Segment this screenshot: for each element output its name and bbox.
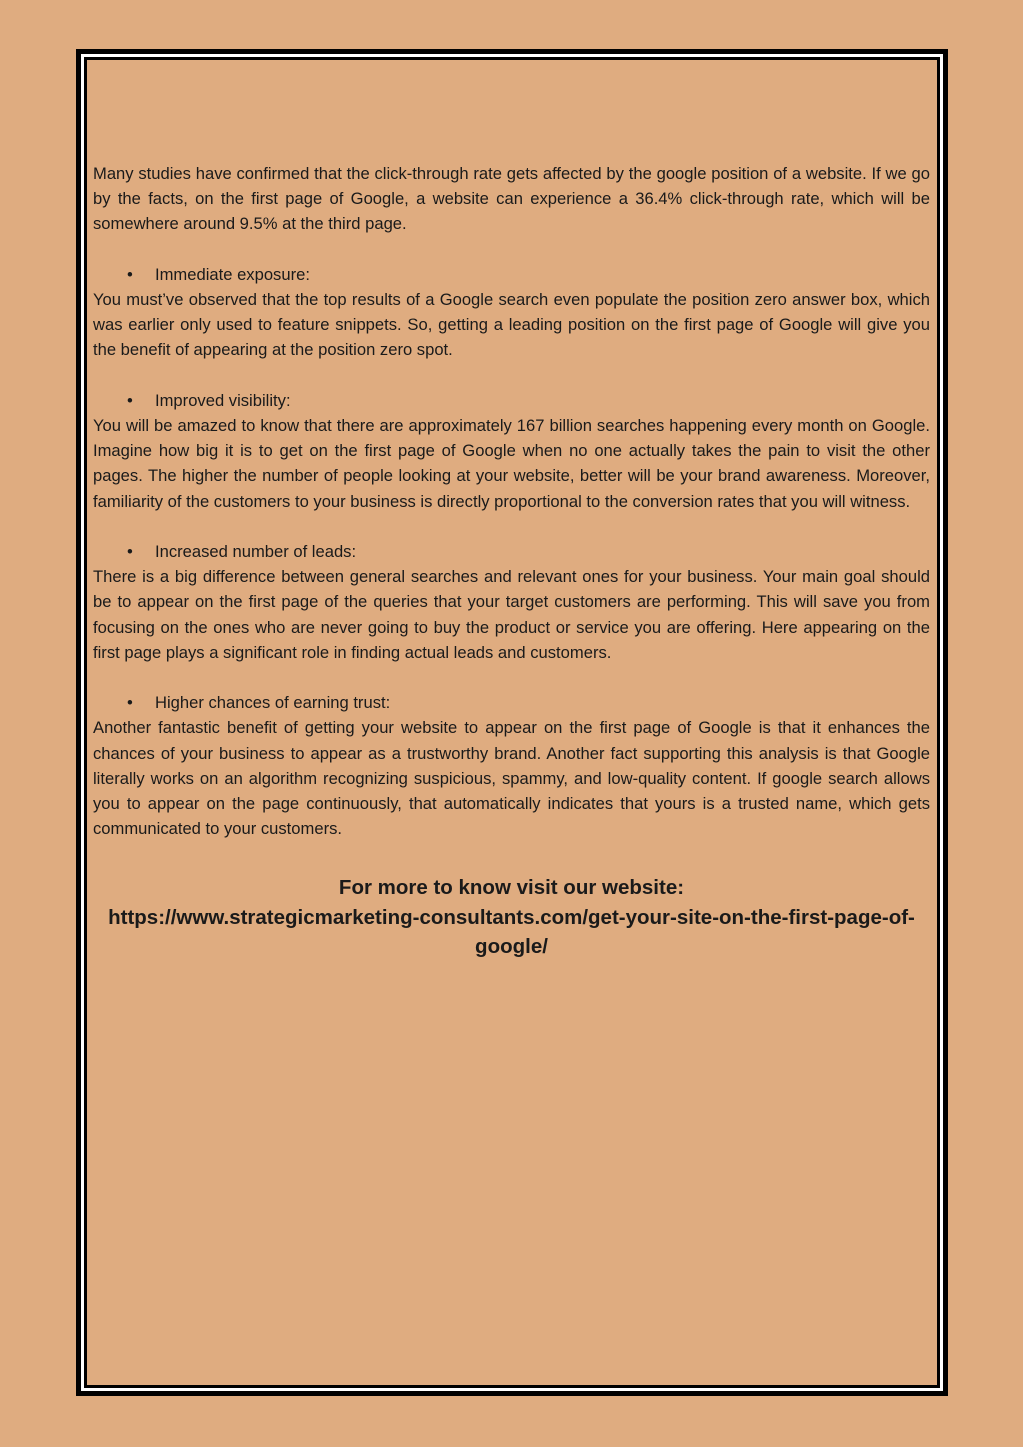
section-body-improved-visibility: You will be amazed to know that there are approximately 167 billion searches happening every month on Google. Imagine how big it is to get on the first page of Google when no one actually takes the pain to visit the other pages. The higher the number of people looking at your website, better will be your brand awareness. Moreover, familiarity of the customers to your business is directly proportional to the conversion rates that you will witness. <box>93 415 930 511</box>
section-heading-increased-leads <box>93 539 930 564</box>
cta-heading: For more to know visit our website: <box>338 876 685 900</box>
section-heading-text: Higher chances of earning trust: <box>155 693 391 713</box>
bullet-icon: • <box>127 541 133 561</box>
section-body-earning-trust: Another fantastic benefit of getting your website to appear on the first page of Google is that it enhances the chances of your business to appear as a trustworthy brand. Another fact supporting this analysis is that Google literally works on an algorithm recognizing suspicious, spammy, and low-quality content. If google search allows you to appear on the page continuously, that automatically indicates that yours is a trusted name, which gets communicated to your customers. <box>93 718 930 839</box>
section-heading-text: Increased number of leads: <box>155 541 357 561</box>
section-body-increased-leads: There is a big difference between general searches and relevant ones for your business. Your main goal should be to appear on the first page of the queries that your target customers are performing. This will save you from focusing on the ones who are never going to buy the product or service you are offering. Here appearing on the first page plays a significant role in finding actual leads and customers. <box>93 567 930 662</box>
bullet-icon: • <box>127 264 133 284</box>
section-heading-improved-visibility <box>93 388 930 413</box>
bullet-icon: • <box>127 693 133 713</box>
section-heading-text: Immediate exposure: <box>155 264 310 284</box>
intro-paragraph: Many studies have confirmed that the click-through rate gets affected by the google position of a website. If we go by the facts, on the first page of Google, a website can experience a 36.4% click-through rate, which will be somewhere around 9.5% at the third page. <box>93 164 930 234</box>
call-to-action <box>93 873 930 962</box>
section-body-immediate-exposure: You must’ve observed that the top results of a Google search even populate the position zero answer box, which was earlier only used to feature snippets. So, getting a leading position on the first page of Google will give you the benefit of appearing at the position zero spot. <box>93 289 930 360</box>
bullet-icon: • <box>127 390 133 410</box>
document-body <box>93 161 930 962</box>
section-heading-immediate-exposure <box>93 262 930 287</box>
section-heading-earning-trust <box>93 690 930 715</box>
section-heading-text: Improved visibility: <box>155 390 291 410</box>
cta-website-link[interactable]: https://www.strategicmarketing-consultants.com/get-your-site-on-the-first-page-of-google/ <box>108 905 915 959</box>
